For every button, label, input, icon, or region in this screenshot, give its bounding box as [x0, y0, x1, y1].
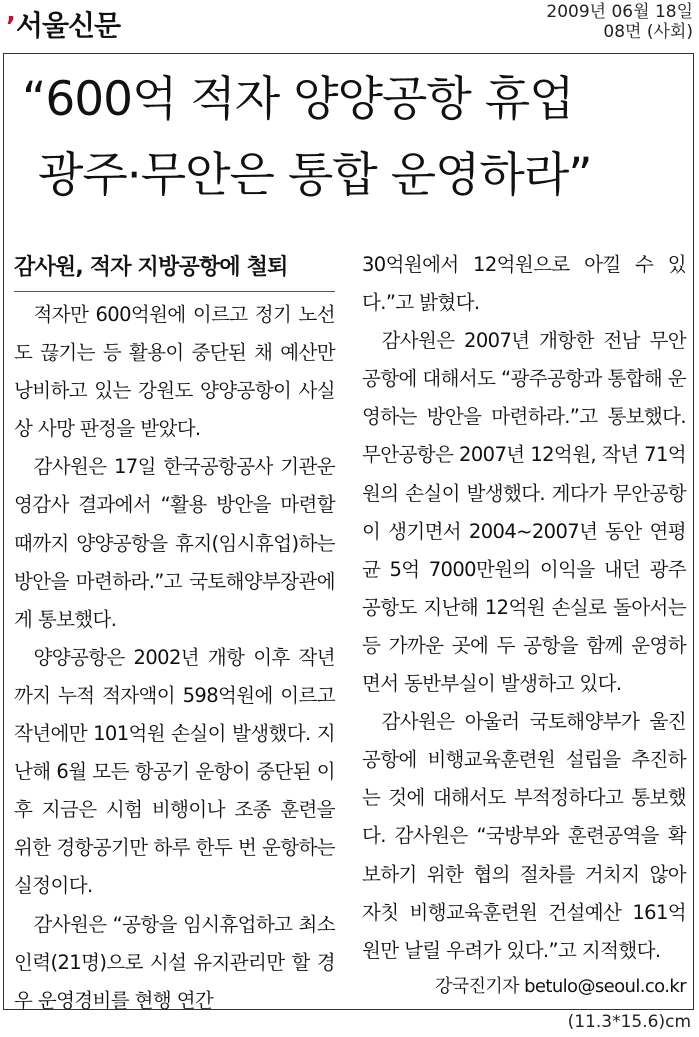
- subheadline: 감사원, 적자 지방공항에 철퇴: [14, 248, 335, 292]
- article-column-right: [362, 246, 686, 1004]
- logo-accent-mark: ’: [6, 12, 15, 42]
- body-paragraph: 양양공항은 2002년 개항 이후 작년까지 누적 적자액이 598억원에 이르고 작년에만 101억원 손실이 발생했다. 지난해 6월 모든 항공기 운항이 중단된 이후 지금은 시험 비행이나 조종 훈련을 위한 경항공기만 하루 한두 번 운항하는 실정이다.: [14, 645, 335, 898]
- logo-text: 서울신문: [15, 9, 121, 42]
- masthead: [0, 0, 699, 46]
- publication-date: 2009년 06월 18일: [546, 2, 693, 22]
- clip-size: (11.3*15.6)cm: [567, 1012, 691, 1032]
- newspaper-logo: [6, 4, 120, 44]
- headline: [10, 62, 690, 214]
- page-section: 08면 (사회): [603, 22, 693, 42]
- publication-meta: [546, 2, 693, 42]
- headline-line-2: 광주·무안은 통합 운영하라”: [38, 148, 592, 203]
- body-paragraph: 30억원에서 12억원으로 아낄 수 있다.”고 밝혔다.: [362, 253, 686, 315]
- body-paragraph: 감사원은 “공항을 임시휴업하고 최소인력(21명)으로 시설 유지관리만 할 경우 운영경비를 현행 연간: [14, 912, 335, 1012]
- body-paragraph: 감사원은 2007년 개항한 전남 무안공항에 대해서도 “광주공항과 통합해 운영하는 방안을 마련하라.”고 통보했다. 무안공항은 2007년 12억원, 작년 71억원의 손실이 발생했다. 게다가 무안공항이 생기면서 2004~2007년 동안 연평균 5억 7000만원의 이익을 내던 광주공항도 지난해 12억원 손실로 돌아서는 등 가까운 곳에 두 공항을 함께 운영하면서 동반부실이 발생하고 있다.: [362, 329, 686, 696]
- body-paragraph: 감사원은 아울러 국토해양부가 울진공항에 비행교육훈련원 설립을 추진하는 것에 대해서도 부적정하다고 통보했다. 감사원은 “국방부와 훈련공역을 확보하기 위한 협의 절차를 거치지 않아 자칫 비행교육훈련원 건설예산 161억원만 날릴 우려가 있다.”고 지적했다.: [362, 710, 686, 962]
- body-paragraph: 적자만 600억원에 이르고 정기 노선도 끊기는 등 활용이 중단된 채 예산만 낭비하고 있는 강원도 양양공항이 사실상 사망 판정을 받았다.: [14, 303, 335, 441]
- body-paragraph: 감사원은 17일 한국공항공사 기관운영감사 결과에서 “활용 방안을 마련할 때까지 양양공항을 휴지(임시휴업)하는 방안을 마련하라.”고 국토해양부장관에게 통보했다.: [14, 455, 335, 631]
- byline: 강국진기자 betulo@seoul.co.kr: [435, 975, 686, 997]
- headline-line-1: “600억 적자 양양공항 휴업: [22, 72, 574, 127]
- article-column-left: [14, 248, 335, 1020]
